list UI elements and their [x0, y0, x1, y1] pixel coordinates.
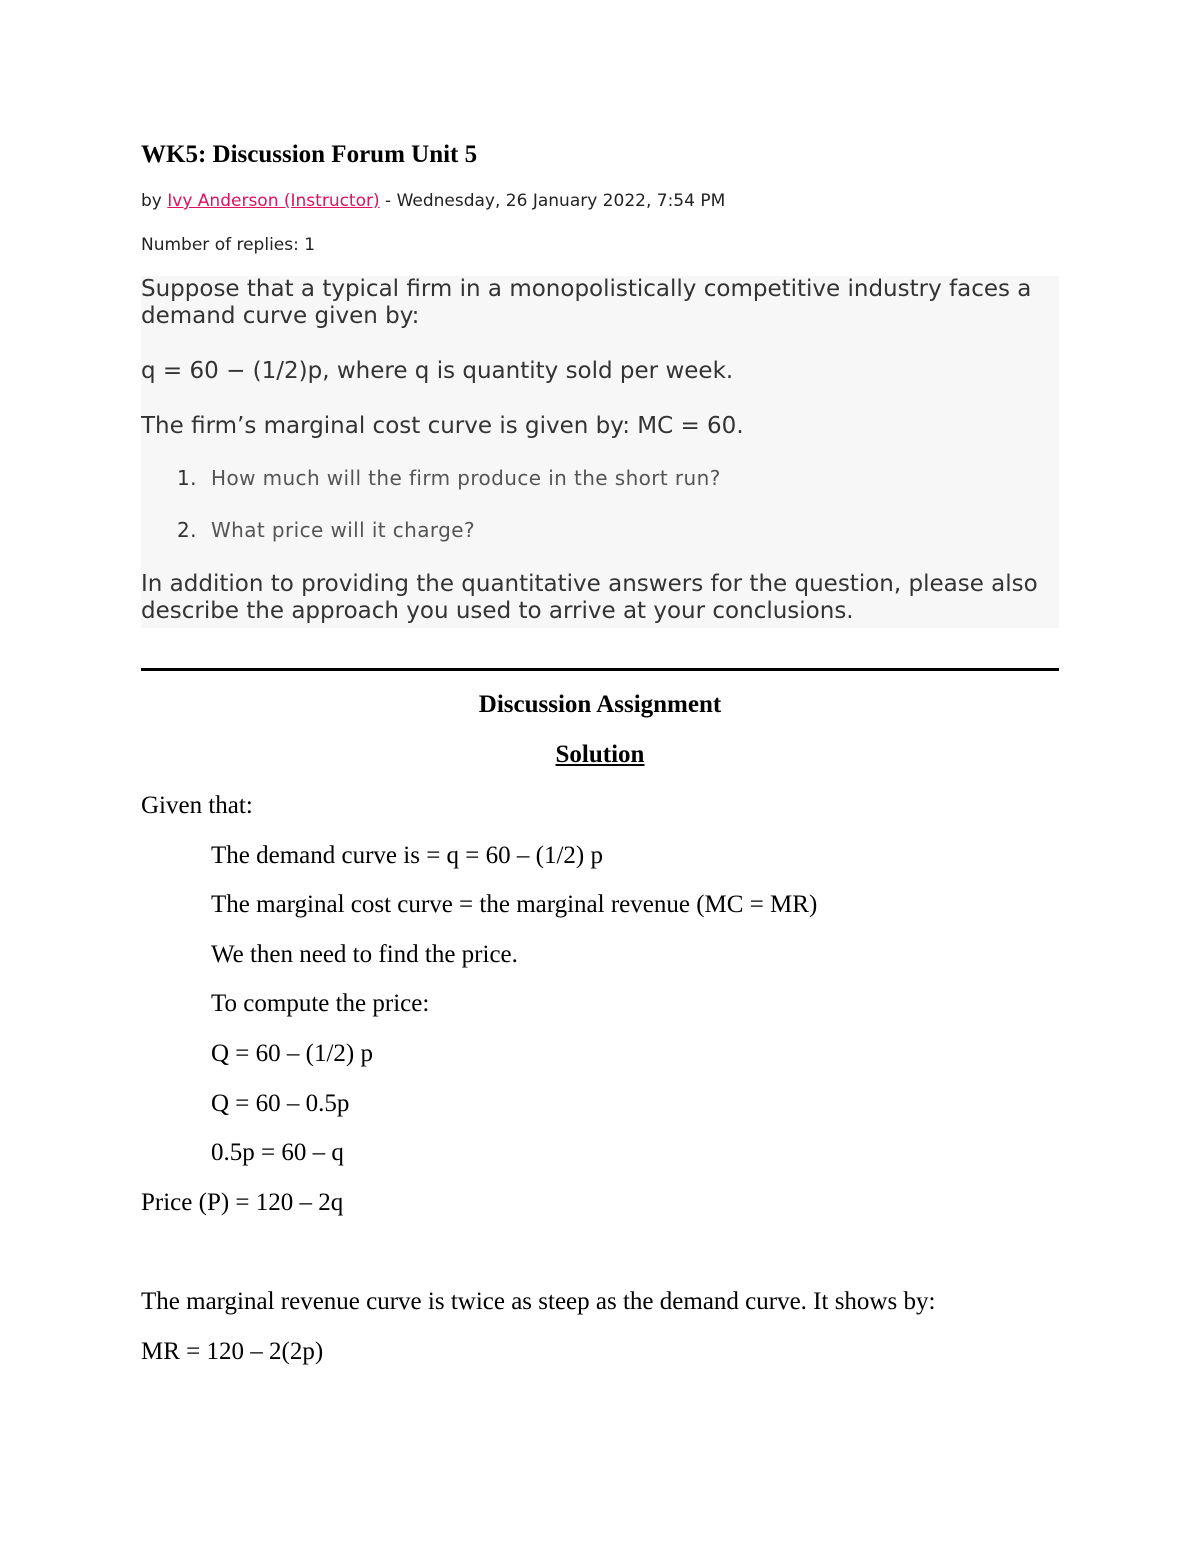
solution-line: MR = 120 – 2(2p)	[141, 1338, 324, 1365]
reply-count: Number of replies: 1	[141, 235, 316, 255]
solution-line: We then need to find the price.	[211, 941, 518, 968]
author-link[interactable]: Ivy Anderson (Instructor)	[167, 191, 380, 211]
byline-prefix: by	[141, 191, 168, 211]
solution-line: Q = 60 – (1/2) p	[211, 1040, 373, 1067]
solution-line: Q = 60 – 0.5p	[211, 1090, 350, 1117]
solution-line: 0.5p = 60 – q	[211, 1139, 344, 1166]
question-item	[177, 466, 721, 490]
solution-line: Price (P) = 120 – 2q	[141, 1189, 344, 1216]
post-date: - Wednesday, 26 January 2022, 7:54 PM	[379, 191, 726, 211]
solution-heading	[141, 741, 1059, 769]
forum-title: WK5: Discussion Forum Unit 5	[141, 141, 478, 168]
question-number: 2.	[177, 518, 197, 542]
solution-label: Solution	[555, 741, 645, 768]
question-text: How much will the firm produce in the short run?	[211, 466, 721, 490]
solution-line: The marginal cost curve = the marginal revenue (MC = MR)	[211, 891, 818, 918]
solution-line: The marginal revenue curve is twice as steep as the demand curve. It shows by:	[141, 1288, 936, 1315]
section-divider	[141, 668, 1059, 671]
solution-line: The demand curve is = q = 60 – (1/2) p	[211, 842, 603, 869]
solution-line: Given that:	[141, 792, 253, 819]
question-number: 1.	[177, 466, 197, 490]
question-item	[177, 518, 475, 542]
prompt-equation: q = 60 − (1/2)p, where q is quantity sold per week.	[141, 358, 734, 384]
post-byline	[141, 191, 725, 211]
prompt-box	[141, 276, 1059, 628]
solution-line: To compute the price:	[211, 990, 430, 1017]
prompt-intro: Suppose that a typical firm in a monopolistically competitive industry faces a demand curve given by:	[141, 276, 1032, 329]
prompt-closing: In addition to providing the quantitative answers for the question, please also describe the approach you used to arrive at your conclusions.	[141, 571, 1038, 624]
prompt-marginal-cost: The firm’s marginal cost curve is given by: MC = 60.	[141, 413, 744, 439]
question-text: What price will it charge?	[211, 518, 475, 542]
assignment-heading: Discussion Assignment	[478, 691, 722, 718]
